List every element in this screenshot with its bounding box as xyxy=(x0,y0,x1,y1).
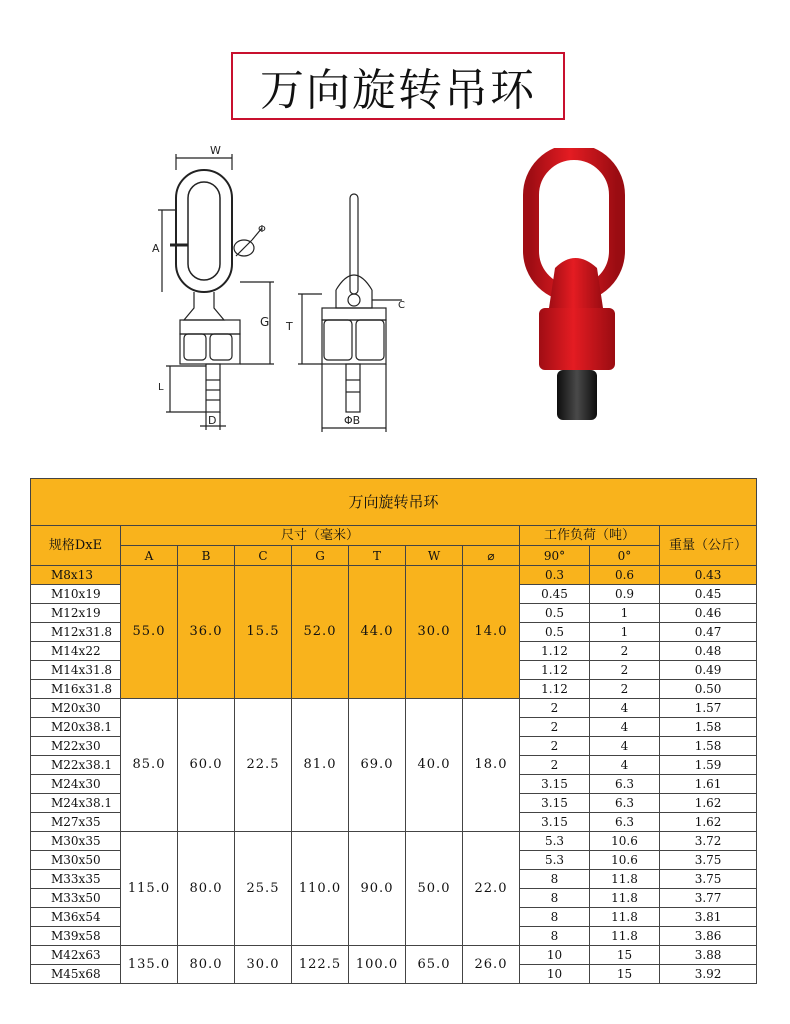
cell-model: M14x22 xyxy=(31,642,121,661)
cell-dim: 44.0 xyxy=(349,566,406,699)
header-col-phi: ⌀ xyxy=(463,546,520,566)
cell-model: M8x13 xyxy=(31,566,121,585)
cell-dim: 30.0 xyxy=(235,946,292,984)
cell-load-0: 6.3 xyxy=(590,775,660,794)
cell-model: M14x31.8 xyxy=(31,661,121,680)
cell-load-0: 11.8 xyxy=(590,870,660,889)
cell-load-90: 8 xyxy=(520,870,590,889)
cell-load-90: 3.15 xyxy=(520,813,590,832)
label-l: L xyxy=(158,382,164,393)
cell-load-0: 11.8 xyxy=(590,889,660,908)
header-col-t: T xyxy=(349,546,406,566)
cell-load-90: 0.5 xyxy=(520,623,590,642)
header-model: 规格DxE xyxy=(31,526,121,566)
cell-weight: 3.75 xyxy=(660,870,757,889)
cell-model: M22x30 xyxy=(31,737,121,756)
cell-dim: 14.0 xyxy=(463,566,520,699)
cell-load-0: 1 xyxy=(590,604,660,623)
cell-dim: 18.0 xyxy=(463,699,520,832)
label-phi: Φ xyxy=(258,224,266,235)
cell-load-90: 5.3 xyxy=(520,851,590,870)
cell-dim: 80.0 xyxy=(178,832,235,946)
cell-dim: 81.0 xyxy=(292,699,349,832)
table-row xyxy=(31,699,757,718)
cell-weight: 3.75 xyxy=(660,851,757,870)
cell-weight: 1.58 xyxy=(660,737,757,756)
header-col-b: B xyxy=(178,546,235,566)
cell-dim: 60.0 xyxy=(178,699,235,832)
cell-dim: 25.5 xyxy=(235,832,292,946)
cell-load-90: 1.12 xyxy=(520,642,590,661)
cell-load-0: 2 xyxy=(590,680,660,699)
cell-model: M27x35 xyxy=(31,813,121,832)
cell-load-90: 3.15 xyxy=(520,794,590,813)
header-col-w: W xyxy=(406,546,463,566)
cell-dim: 40.0 xyxy=(406,699,463,832)
table-row xyxy=(31,946,757,965)
cell-dim: 115.0 xyxy=(121,832,178,946)
cell-load-90: 1.12 xyxy=(520,661,590,680)
table-caption-row xyxy=(31,479,757,526)
cell-load-0: 4 xyxy=(590,756,660,775)
technical-drawing xyxy=(140,140,430,440)
cell-model: M45x68 xyxy=(31,965,121,984)
cell-load-0: 4 xyxy=(590,737,660,756)
cell-load-0: 11.8 xyxy=(590,908,660,927)
cell-weight: 0.47 xyxy=(660,623,757,642)
cell-load-0: 2 xyxy=(590,661,660,680)
cell-load-90: 2 xyxy=(520,718,590,737)
cell-dim: 26.0 xyxy=(463,946,520,984)
cell-model: M20x38.1 xyxy=(31,718,121,737)
cell-dim: 50.0 xyxy=(406,832,463,946)
cell-load-90: 0.5 xyxy=(520,604,590,623)
cell-model: M42x63 xyxy=(31,946,121,965)
cell-weight: 3.81 xyxy=(660,908,757,927)
cell-dim: 85.0 xyxy=(121,699,178,832)
cell-weight: 1.57 xyxy=(660,699,757,718)
cell-weight: 1.59 xyxy=(660,756,757,775)
cell-dim: 110.0 xyxy=(292,832,349,946)
cell-load-0: 0.6 xyxy=(590,566,660,585)
cell-load-0: 1 xyxy=(590,623,660,642)
cell-load-90: 2 xyxy=(520,699,590,718)
cell-load-90: 10 xyxy=(520,965,590,984)
cell-dim: 69.0 xyxy=(349,699,406,832)
cell-model: M12x19 xyxy=(31,604,121,623)
cell-load-0: 6.3 xyxy=(590,794,660,813)
cell-weight: 0.45 xyxy=(660,585,757,604)
cell-model: M39x58 xyxy=(31,927,121,946)
cell-dim: 55.0 xyxy=(121,566,178,699)
page-title: 万向旋转吊环 xyxy=(260,65,536,116)
cell-model: M33x50 xyxy=(31,889,121,908)
cell-model: M12x31.8 xyxy=(31,623,121,642)
spec-table xyxy=(30,478,757,984)
table-row xyxy=(31,832,757,851)
header-col-a: A xyxy=(121,546,178,566)
cell-load-0: 4 xyxy=(590,718,660,737)
cell-load-90: 0.3 xyxy=(520,566,590,585)
header-col-g: G xyxy=(292,546,349,566)
label-t: T xyxy=(286,320,293,333)
cell-weight: 3.77 xyxy=(660,889,757,908)
cell-dim: 22.5 xyxy=(235,699,292,832)
cell-load-90: 0.45 xyxy=(520,585,590,604)
product-photo xyxy=(515,148,640,428)
cell-load-90: 8 xyxy=(520,927,590,946)
header-row-2 xyxy=(31,546,757,566)
cell-model: M22x38.1 xyxy=(31,756,121,775)
cell-weight: 1.58 xyxy=(660,718,757,737)
label-g: G xyxy=(260,315,270,329)
label-phib: ΦB xyxy=(344,414,361,427)
header-load-90: 90° xyxy=(520,546,590,566)
label-c: C xyxy=(398,300,405,311)
cell-load-0: 6.3 xyxy=(590,813,660,832)
cell-weight: 3.88 xyxy=(660,946,757,965)
cell-load-90: 1.12 xyxy=(520,680,590,699)
cell-dim: 36.0 xyxy=(178,566,235,699)
header-load: 工作负荷（吨） xyxy=(520,526,660,546)
cell-dim: 135.0 xyxy=(121,946,178,984)
cell-dim: 100.0 xyxy=(349,946,406,984)
cell-load-90: 10 xyxy=(520,946,590,965)
cell-load-0: 11.8 xyxy=(590,927,660,946)
cell-model: M36x54 xyxy=(31,908,121,927)
cell-dim: 80.0 xyxy=(178,946,235,984)
cell-load-0: 4 xyxy=(590,699,660,718)
cell-model: M10x19 xyxy=(31,585,121,604)
cell-model: M20x30 xyxy=(31,699,121,718)
cell-dim: 22.0 xyxy=(463,832,520,946)
cell-weight: 0.48 xyxy=(660,642,757,661)
label-w: W xyxy=(210,144,221,157)
table-row xyxy=(31,566,757,585)
cell-model: M33x35 xyxy=(31,870,121,889)
cell-dim: 90.0 xyxy=(349,832,406,946)
header-load-0: 0° xyxy=(590,546,660,566)
cell-load-90: 2 xyxy=(520,756,590,775)
table-caption: 万向旋转吊环 xyxy=(31,479,757,526)
cell-weight: 1.62 xyxy=(660,794,757,813)
header-weight: 重量（公斤） xyxy=(660,526,757,566)
cell-weight: 3.72 xyxy=(660,832,757,851)
cell-load-90: 8 xyxy=(520,908,590,927)
cell-weight: 0.46 xyxy=(660,604,757,623)
cell-load-0: 15 xyxy=(590,946,660,965)
cell-weight: 1.62 xyxy=(660,813,757,832)
cell-load-90: 2 xyxy=(520,737,590,756)
cell-dim: 65.0 xyxy=(406,946,463,984)
cell-weight: 3.92 xyxy=(660,965,757,984)
label-a: A xyxy=(152,242,160,255)
cell-weight: 3.86 xyxy=(660,927,757,946)
cell-load-90: 3.15 xyxy=(520,775,590,794)
cell-weight: 0.49 xyxy=(660,661,757,680)
cell-weight: 1.61 xyxy=(660,775,757,794)
cell-load-90: 8 xyxy=(520,889,590,908)
label-d: D xyxy=(208,414,217,427)
cell-model: M24x38.1 xyxy=(31,794,121,813)
page-title-box xyxy=(231,52,565,120)
header-size: 尺寸（毫米） xyxy=(121,526,520,546)
cell-model: M24x30 xyxy=(31,775,121,794)
cell-load-0: 15 xyxy=(590,965,660,984)
cell-load-0: 2 xyxy=(590,642,660,661)
cell-dim: 15.5 xyxy=(235,566,292,699)
cell-dim: 52.0 xyxy=(292,566,349,699)
cell-load-0: 10.6 xyxy=(590,832,660,851)
cell-load-90: 5.3 xyxy=(520,832,590,851)
header-row-1 xyxy=(31,526,757,546)
cell-load-0: 10.6 xyxy=(590,851,660,870)
header-col-c: C xyxy=(235,546,292,566)
cell-load-0: 0.9 xyxy=(590,585,660,604)
cell-dim: 30.0 xyxy=(406,566,463,699)
cell-model: M30x35 xyxy=(31,832,121,851)
cell-weight: 0.50 xyxy=(660,680,757,699)
cell-model: M16x31.8 xyxy=(31,680,121,699)
cell-model: M30x50 xyxy=(31,851,121,870)
cell-weight: 0.43 xyxy=(660,566,757,585)
cell-dim: 122.5 xyxy=(292,946,349,984)
